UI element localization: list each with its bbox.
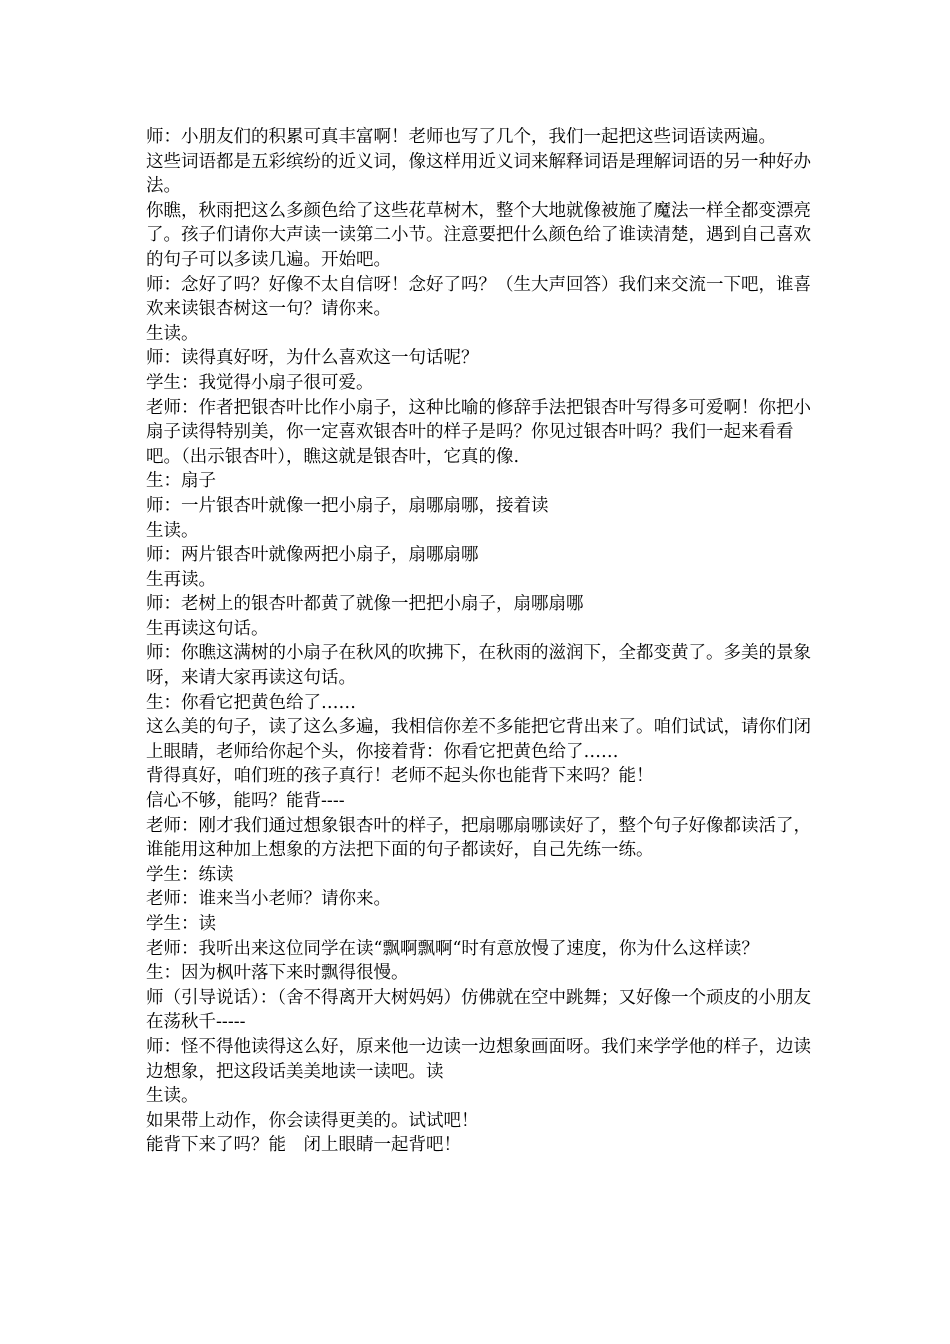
paragraph: 师：小朋友们的积累可真丰富啊！老师也写了几个，我们一起把这些词语读两遍。 [146,127,776,147]
paragraph: 生：你看它把黄色给了…… [146,692,356,713]
paragraph: 背得真好，咱们班的孩子真行！老师不起头你也能背下来吗？能！ [146,766,654,787]
paragraph: 师：念好了吗？好像不太自信呀！念好了吗？（生大声回答）我们来交流一下吧，谁喜欢来读银杏树这一句？请你来。 [146,274,811,320]
paragraph: 生：扇子 [146,471,216,492]
paragraph: 信心不够，能吗？能背---- [146,791,345,812]
paragraph: 学生：读 [146,914,216,934]
paragraph: 师：一片银杏叶就像一把小扇子，扇哪扇哪，接着读 [146,495,549,516]
paragraph: 学生：练读 [146,864,234,885]
paragraph: 生再读。 [146,569,216,590]
paragraph: 生：因为枫叶落下来时飘得很慢。 [146,963,409,984]
document-body [146,125,814,1158]
paragraph: 这么美的句子，读了这么多遍，我相信你差不多能把它背出来了。咱们试试，请你们闭上眼睛，老师给你起个头，你接着背：你看它把黄色给了…… [146,717,811,762]
paragraph: 老师：刚才我们通过想象银杏叶的样子，把扇哪扇哪读好了，整个句子好像都读活了，谁能用这种加上想象的方法把下面的句子都读好，自己先练一练。 [146,815,811,861]
paragraph: 生读。 [146,323,199,344]
paragraph: 师：怪不得他读得这么好，原来他一边读一边想象画面呀。我们来学学他的样子，边读边想象，把这段话美美地读一读吧。读 [146,1036,811,1082]
paragraph: 师：读得真好呀，为什么喜欢这一句话呢？ [146,348,479,369]
paragraph: 生读。 [146,1086,199,1107]
paragraph: 师：你瞧这满树的小扇子在秋风的吹拂下，在秋雨的滋润下，全都变黄了。多美的景象呀，来请大家再读这句话。 [146,643,811,689]
paragraph: 你瞧，秋雨把这么多颜色给了这些花草树木，整个大地就像被施了魔法一样全都变漂亮了。孩子们请你大声读一读第二小节。注意要把什么颜色给了谁读清楚，遇到自己喜欢的句子可以多读几遍。开始吧。 [146,200,811,270]
paragraph: 如果带上动作，你会读得更美的。试试吧！ [146,1110,479,1131]
paragraph: 师：两片银杏叶就像两把小扇子，扇哪扇哪 [146,545,479,566]
paragraph: 老师：作者把银杏叶比作小扇子，这种比喻的修辞手法把银杏叶写得多可爱啊！你把小扇子读得特别美，你一定喜欢银杏叶的样子是吗？你见过银杏叶吗？我们一起来看看吧。（出示银杏叶），瞧这就是银杏叶，它真的像. [146,397,811,467]
paragraph: 师（引导说话）：（舍不得离开大树妈妈）仿佛就在空中跳舞；又好像一个顽皮的小朋友在荡秋千----- [146,987,811,1033]
paragraph: 生再读这句话。 [146,618,269,639]
paragraph: 学生：我觉得小扇子很可爱。 [146,372,374,393]
paragraph: 老师：谁来当小老师？请你来。 [146,889,391,910]
paragraph: 这些词语都是五彩缤纷的近义词，像这样用近义词来解释词语是理解词语的另一种好办法。 [146,151,811,197]
paragraph: 能背下来了吗？能 闭上眼睛一起背吧！ [146,1135,461,1156]
paragraph: 师：老树上的银杏叶都黄了就像一把把小扇子，扇哪扇哪 [146,594,584,615]
paragraph: 老师：我听出来这位同学在读“飘啊飘啊“时有意放慢了速度，你为什么这样读？ [146,938,759,959]
paragraph: 生读。 [146,520,199,541]
